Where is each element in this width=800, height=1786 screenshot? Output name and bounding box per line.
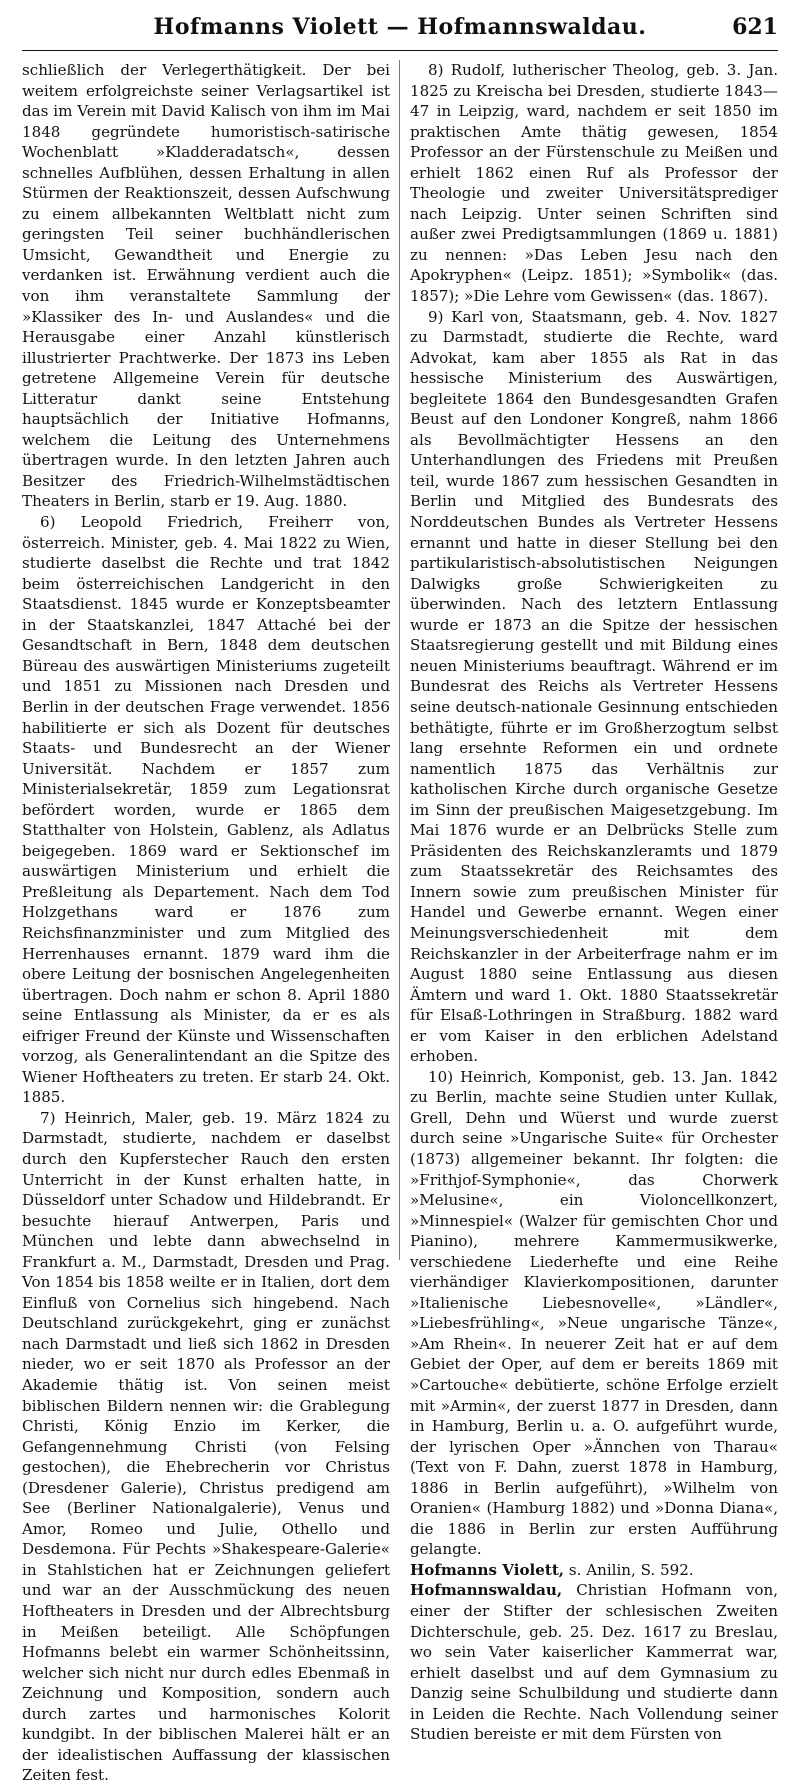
entry-hofmanns-violett <box>410 1560 778 1581</box>
right-column <box>410 60 778 1744</box>
entry-8-rudolf: 8) Rudolf, lutherischer Theolog, geb. 3. Jan. 1825 zu Kreischa bei Dresden, studierte 1843—47 in Leipzig, ward, nachdem er seit 1850 im praktischen Amte thätig gewesen, 1854 Professor an der Fürstenschule zu Meißen und erhielt 1862 einen Ruf als Professor der Theologie und zweiter Universitätsprediger nach Leipzig. Unter seinen Schriften sind außer zwei Predigtsammlungen (1869 u. 1881) zu nennen: »Das Leben Jesu nach den Apokryphen« (Leipz. 1851); »Symbolik« (das. 1857); »Die Lehre vom Gewissen« (das. 1867). <box>410 61 778 306</box>
headword-hofmannswaldau: Hofmannswaldau, <box>410 1581 563 1600</box>
entry-hofmannswaldau <box>410 1580 778 1744</box>
entry-10-heinrich-komponist: 10) Heinrich, Komponist, geb. 13. Jan. 1842 zu Berlin, machte seine Studien unter Kullak, Grell, Dehn und Wüerst und wurde zuerst durch seine »Ungarische Suite« für Orchester (1873) allgemeiner bekannt. Ihr folgten: die »Frithjof-Symphonie«, das Chorwerk »Melusine«, ein Violoncellkonzert, »Minnespiel« (Walzer für gemischten Chor und Pianino), mehrere Kammermusikwerke, verschiedene Liederhefte und eine Reihe vierhändiger Klavierkompositionen, darunter »Italienische Liebesnovelle«, »Ländler«, »Liebesfrühling«, »Neue ungarische Tänze«, »Am Rhein«. In neuerer Zeit hat er auf dem Gebiet der Oper, auf dem er bereits 1869 mit »Cartouche« debütierte, schöne Erfolge erzielt mit »Armin«, der zuerst 1877 in Dresden, dann in Hamburg, Berlin u. a. O. aufgeführt wurde, der lyrischen Oper »Ännchen von Tharau« (Text von F. Dahn, zuerst 1878 in Hamburg, 1886 in Berlin aufgeführt), »Wilhelm von Oranien« (Hamburg 1882) und »Donna Diana«, die 1886 in Berlin zur ersten Aufführung gelangte. <box>410 1067 778 1559</box>
entry-5-continuation: schließlich der Verlegerthätigkeit. Der bei weitem erfolgreichste seiner Verlagsartikel ist das im Verein mit David Kalisch von ihm im Mai 1848 gegründete humoristisch-satirische Wochenblatt »Kladderadatsch«, dessen schnelles Aufblühen, dessen Erhaltung in allen Stürmen der Reaktionszeit, dessen Aufschwung zu einem allbekannten Weltblatt nicht zum geringsten Teil seiner buchhändlerischen Umsicht, Gewandtheit und Energie zu verdanken ist. Erwähnung verdient auch die von ihm veranstaltete Sammlung der »Klassiker des In- und Auslandes« und die Herausgabe einer Anzahl künstlerisch illustrierter Prachtwerke. Der 1873 ins Leben getretene Allgemeine Verein für deutsche Litteratur dankt seine Entstehung hauptsächlich der Initiative Hofmanns, welchem die Leitung des Unternehmens übertragen wurde. In den letzten Jahren auch Besitzer des Friedrich-Wilhelmstädtischen Theaters in Berlin, starb er 19. Aug. 1880. <box>22 61 390 511</box>
column-divider <box>399 60 400 1260</box>
entry-6-leopold-friedrich: 6) Leopold Friedrich, Freiherr von, österreich. Minister, geb. 4. Mai 1822 zu Wien, studierte daselbst die Rechte und trat 1842 beim österreichischen Landgericht in den Staatsdienst. 1845 wurde er Konzeptsbeamter in der Staatskanzlei, 1847 Attaché bei der Gesandtschaft in Bern, 1848 dem deutschen Büreau des auswärtigen Ministeriums zugeteilt und 1851 zu Missionen nach Dresden und Berlin in der deutschen Frage verwendet. 1856 habilitierte er sich als Dozent für deutsches Staats- und Bundesrecht an der Wiener Universität. Nachdem er 1857 zum Ministerialsekretär, 1859 zum Legationsrat befördert worden, wurde er 1865 dem Statthalter von Holstein, Gablenz, als Adlatus beigegeben. 1869 ward er Sektionschef im auswärtigen Ministerium und erhielt die Preßleitung als Departement. Nach dem Tod Holzgethans ward er 1876 zum Reichsfinanzminister und zum Mitglied des Herrenhauses ernannt. 1879 ward ihm die obere Leitung der bosnischen Angelegenheiten übertragen. Doch nahm er schon 8. April 1880 seine Entlassung als Minister, da er es als eifriger Freund der Künste und Wissenschaften vorzog, als Generalintendant an die Spitze des Wiener Hoftheaters zu treten. Er starb 24. Okt. 1885. <box>22 513 390 1107</box>
headword-hofmanns-violett: Hofmanns Violett, <box>410 1560 565 1579</box>
page-header <box>22 10 778 51</box>
entry-9-karl: 9) Karl von, Staatsmann, geb. 4. Nov. 1827 zu Darmstadt, studierte die Rechte, ward Advokat, kam aber 1855 als Rat in das hessische Ministerium des Auswärtigen, begleitete 1864 den Bundesgesandten Grafen Beust auf den Londoner Kongreß, nahm 1866 als Bevollmächtigter Hessens an den Unterhandlungen des Friedens mit Preußen teil, wurde 1867 zum hessischen Gesandten in Berlin und Mitglied des Bundesrats des Norddeutschen Bundes als Vertreter Hessens ernannt und hatte in dieser Stellung bei den partikularistisch-absolutistischen Neigungen Dalwigks große Schwierigkeiten zu überwinden. Nach des letztern Entlassung wurde er 1873 an die Spitze der hessischen Staatsregierung gestellt und mit Bildung eines neuen Ministeriums beauftragt. Während er im Bundesrat des Reichs als Vertreter Hessens seine deutsch-nationale Gesinnung entschieden bethätigte, führte er im Großherzogtum selbst lang ersehnte Reformen ein und ordnete namentlich 1875 das Verhältnis zur katholischen Kirche durch organische Gesetze im Sinn der preußischen Maigesetzgebung. Im Mai 1876 wurde er an Delbrücks Stelle zum Präsidenten des Reichskanzleramts und 1879 zum Staatssekretär des Reichsamtes des Innern sowie zum preußischen Minister für Handel und Gewerbe ernannt. Wegen einer Meinungsverschiedenheit mit dem Reichskanzler in der Arbeiterfrage nahm er im August 1880 seine Entlassung aus diesen Ämtern und ward 1. Okt. 1880 Staatssekretär für Elsaß-Lothringen in Straßburg. 1882 ward er vom Kaiser in den erblichen Adelstand erhoben. <box>410 307 778 1066</box>
entry-hofmannswaldau-text: Christian Hofmann von, einer der Stifter der schlesischen Zweiten Dichterschule, geb. 25. Dez. 1617 zu Breslau, wo sein Vater kaiserlicher Kammerrat war, erhielt daselbst und auf dem Gymnasium zu Danzig seine Schulbildung und studierte dann in Leiden die Rechte. Nach Vollendung seiner Studien bereiste er mit dem Fürsten von <box>410 1581 778 1744</box>
entry-hofmanns-violett-text: s. Anilin, S. 592. <box>564 1560 694 1579</box>
page-number: 621 <box>732 14 778 40</box>
running-head-title: Hofmanns Violett — Hofmannswaldau. <box>153 14 647 40</box>
left-column <box>22 60 390 1785</box>
entry-7-heinrich-maler: 7) Heinrich, Maler, geb. 19. März 1824 zu Darmstadt, studierte, nachdem er daselbst durch den Kupferstecher Rauch den ersten Unterricht in der Kunst erhalten hatte, in Düsseldorf unter Schadow und Hildebrandt. Er besuchte hierauf Antwerpen, Paris und München und lebte dann abwechselnd in Frankfurt a. M., Darmstadt, Dresden und Prag. Von 1854 bis 1858 weilte er in Italien, dort dem Einfluß von Cornelius sich hingebend. Nach Deutschland zurückgekehrt, ging er zunächst nach Darmstadt und ließ sich 1862 in Dresden nieder, wo er seit 1870 als Professor an der Akademie thätig ist. Von seinen meist biblischen Bildern nennen wir: die Grablegung Christi, König Enzio im Kerker, die Gefangennehmung Christi (von Felsing gestochen), die Ehebrecherin vor Christus (Dresdener Galerie), Christus predigend am See (Berliner Nationalgalerie), Venus und Amor, Romeo und Julie, Othello und Desdemona. Für Pechts »Shakespeare-Galerie« in Stahlstichen hat er Zeichnungen geliefert und war an der Ausschmückung des neuen Hoftheaters in Dresden und der Albrechtsburg in Meißen beteiligt. Alle Schöpfungen Hofmanns belebt ein warmer Schönheitssinn, welcher sich nicht nur durch edles Ebenmaß in Zeichnung und Komposition, sondern auch durch zartes und harmonisches Kolorit kundgibt. In der biblischen Malerei hält er an der idealistischen Auffassung der klassischen Zeiten fest. <box>22 1108 390 1785</box>
